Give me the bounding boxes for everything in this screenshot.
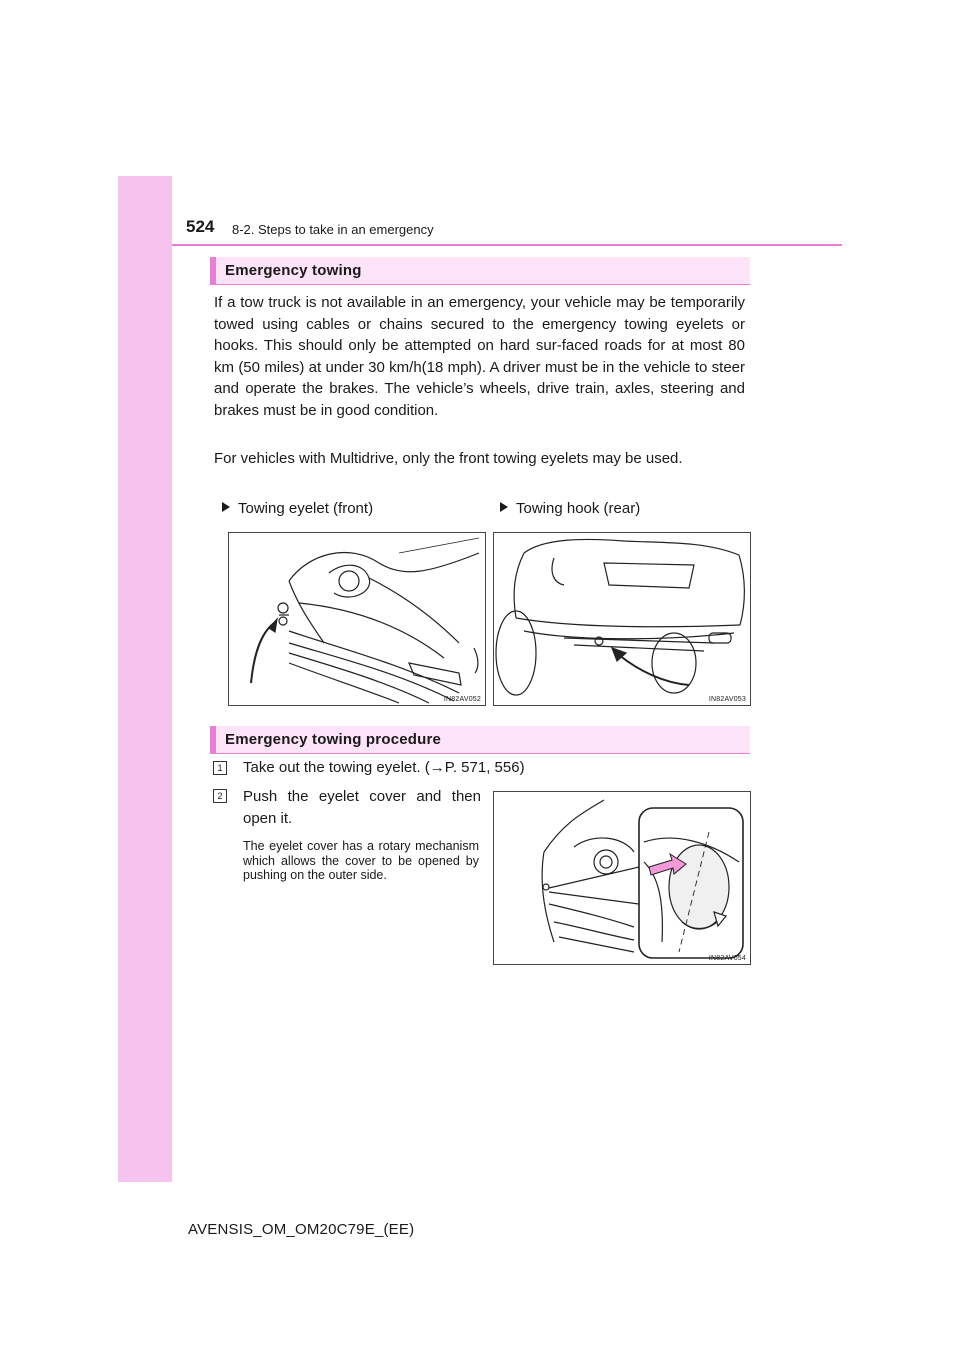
page-number: 524 (186, 217, 215, 236)
step-1-number: 1 (213, 761, 227, 775)
triangle-bullet-icon (222, 502, 230, 512)
step-2-text: Push the eyelet cover and then open it. (243, 788, 481, 827)
section-title: 8-2. Steps to take in an emergency (232, 222, 434, 237)
front-eyelet-label-text: Towing eyelet (front) (238, 500, 374, 517)
rear-hook-label (500, 500, 640, 517)
step-1-text: Take out the towing eyelet. (→P. 571, 556) (243, 759, 525, 776)
towing-paragraph-1: If a tow truck is not available in an emergency, your vehicle may be temporarily towed using cables or chains secured to the emergency towing eyelets or hooks. This should only be attempted on hard sur-faced roads for at most 80 km (50 miles) at under 30 km/h(18 mph). A driver must be in the vehicle to steer and operate the brakes. The vehicle’s wheels, drive train, axles, steering and brakes must be in good condition. (214, 294, 745, 419)
document-code: AVENSIS_OM_OM20C79E_(EE) (188, 1221, 415, 1238)
triangle-bullet-icon (500, 502, 508, 512)
front-figure-code: IN82AV052 (443, 696, 481, 703)
rear-hook-figure (493, 532, 751, 706)
rear-figure-code: IN82AV053 (708, 696, 746, 703)
front-eyelet-label (222, 500, 373, 517)
step-2-number: 2 (213, 789, 227, 803)
towing-paragraph-2: For vehicles with Multidrive, only the front towing eyelets may be used. (214, 450, 683, 467)
step-2-note: The eyelet cover has a rotary mechanism which allows the cover to be opened by pushing on the outer side. (243, 839, 479, 882)
eyelet-cover-figure (493, 791, 751, 965)
rear-hook-label-text: Towing hook (rear) (516, 500, 641, 517)
towing-procedure-heading-text: Emergency towing procedure (225, 731, 442, 748)
cover-figure-code: IN82AV054 (708, 955, 746, 962)
emergency-towing-heading-text: Emergency towing (225, 262, 362, 279)
side-band (118, 176, 172, 1182)
header-rule (172, 244, 842, 246)
emergency-towing-heading (210, 257, 750, 285)
front-eyelet-figure (228, 532, 486, 706)
towing-procedure-heading (210, 726, 750, 754)
